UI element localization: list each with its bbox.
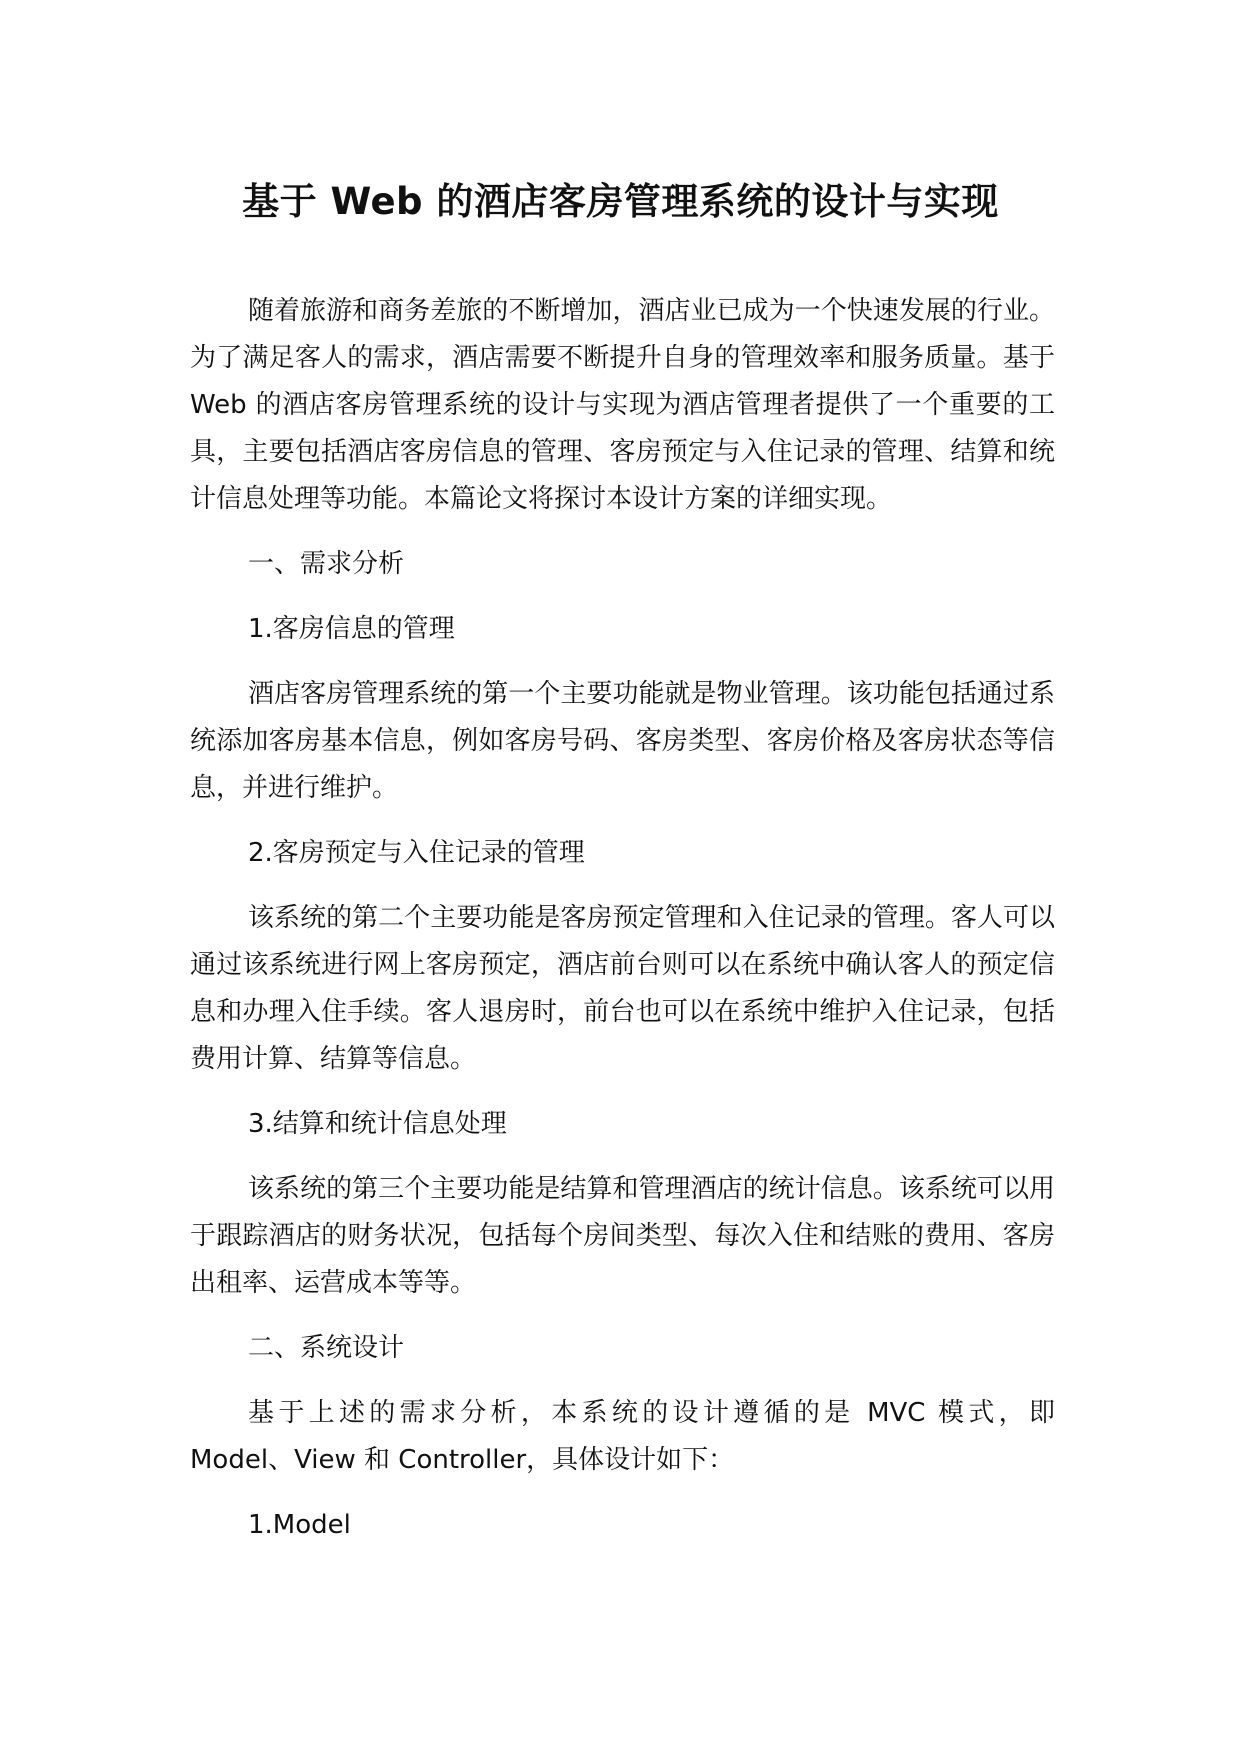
booking-paragraph: 该系统的第二个主要功能是客房预定管理和入住记录的管理。客人可以通过该系统进行网上客房预定，酒店前台则可以在系统中确认客人的预定信息和办理入住手续。客人退房时，前台也可以在系统中维护入住记录，包括费用计算、结算等信息。 xyxy=(190,903,1055,1074)
subsection-heading-room-info: 1.客房信息的管理 xyxy=(248,614,455,644)
design-paragraph: 基于上述的需求分析，本系统的设计遵循的是 MVC 模式，即 Model、View 和 Controller，具体设计如下： xyxy=(190,1398,1055,1475)
subsection-heading-booking: 2.客房预定与入住记录的管理 xyxy=(248,838,585,868)
settlement-paragraph: 该系统的第三个主要功能是结算和管理酒店的统计信息。该系统可以用于跟踪酒店的财务状况，包括每个房间类型、每次入住和结账的费用、客房出租率、运营成本等等。 xyxy=(190,1174,1055,1298)
section-heading-design: 二、系统设计 xyxy=(248,1333,405,1363)
room-info-paragraph: 酒店客房管理系统的第一个主要功能就是物业管理。该功能包括通过系统添加客房基本信息，例如客房号码、客房类型、客房价格及客房状态等信息，并进行维护。 xyxy=(190,679,1055,803)
subsection-heading-model: 1.Model xyxy=(248,1510,351,1540)
intro-paragraph: 随着旅游和商务差旅的不断增加，酒店业已成为一个快速发展的行业。为了满足客人的需求，酒店需要不断提升自身的管理效率和服务质量。基于 Web 的酒店客房管理系统的设计与实现为酒店管理者提供了一个重要的工具，主要包括酒店客房信息的管理、客房预定与入住记录的管理、结算和统计信息处理等功能。本篇论文将探讨本设计方案的详细实现。 xyxy=(190,296,1055,514)
document-title: 基于 Web 的酒店客房管理系统的设计与实现 xyxy=(242,180,999,223)
document-body xyxy=(190,288,1055,1567)
subsection-heading-settlement: 3.结算和统计信息处理 xyxy=(248,1109,507,1139)
section-heading-requirements: 一、需求分析 xyxy=(248,549,405,579)
